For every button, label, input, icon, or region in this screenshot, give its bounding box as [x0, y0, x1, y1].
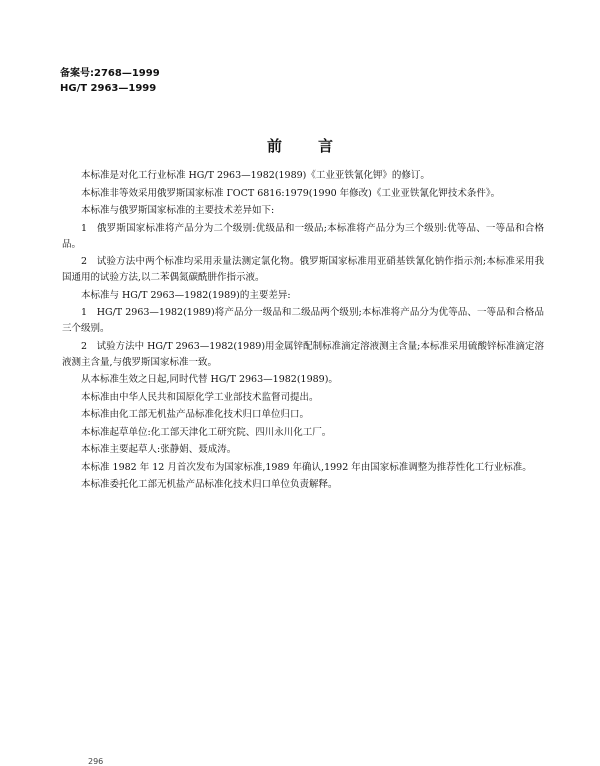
paragraph: 2 试验方法中两个标准均采用汞量法测定氯化物。俄罗斯国家标准用亚硝基铁氰化钠作指示剂;本标准采用我国通用的试验方法,以二苯偶氮碳酰肼作指示液。: [62, 256, 544, 283]
paragraph: 本标准与 HG/T 2963—1982(1989)的主要差异:: [81, 289, 291, 301]
paragraph: 本标准起草单位:化工部天津化工研究院、四川永川化工厂。: [81, 426, 332, 438]
paragraph: 本标准是对化工行业标准 HG/T 2963—1982(1989)《工业亚铁氰化钾》的修订。: [81, 170, 430, 181]
page-number: 296: [88, 757, 104, 766]
paragraph: 本标准由化工部无机盐产品标准化技术归口单位归口。: [81, 409, 310, 420]
paragraph: 本标准由中华人民共和国原化学工业部技术监督司提出。: [81, 391, 319, 403]
paragraph: 本标准委托化工部无机盐产品标准化技术归口单位负责解释。: [81, 479, 338, 490]
paragraph: 从本标准生效之日起,同时代替 HG/T 2963—1982(1989)。: [81, 374, 338, 385]
record-number: 备案号:2768—1999: [60, 68, 160, 79]
paragraph: 1 俄罗斯国家标准将产品分为二个级别:优级品和一级品;本标准将产品分为三个级别:优等品、一等品和合格品。: [62, 222, 544, 250]
paragraph: 本标准 1982 年 12 月首次发布为国家标准,1989 年确认,1992 年由国家标准调整为推荐性化工行业标准。: [81, 461, 532, 473]
foreword-body: [62, 168, 544, 495]
page-title: 前言: [266, 137, 369, 155]
document-header: [60, 66, 540, 96]
paragraph: 本标准与俄罗斯国家标准的主要技术差异如下:: [81, 205, 275, 216]
paragraph: 本标准非等效采用俄罗斯国家标准 ГОСТ 6816:1979(1990 年修改)《工业亚铁氰化钾技术条件》。: [81, 187, 501, 199]
paragraph: 本标准主要起草人:张静娟、聂成涛。: [81, 444, 237, 455]
paragraph: 1 HG/T 2963—1982(1989)将产品分一级品和二级品两个级别;本标准将产品分为优等品、一等品和合格品三个级别。: [62, 307, 544, 334]
paragraph: 2 试验方法中 HG/T 2963—1982(1989)用金属锌配制标准滴定溶液测主含量;本标准采用硫酸锌标准滴定溶液测主含量,与俄罗斯国家标准一致。: [62, 340, 544, 368]
standard-code: HG/T 2963—1999: [60, 83, 157, 94]
